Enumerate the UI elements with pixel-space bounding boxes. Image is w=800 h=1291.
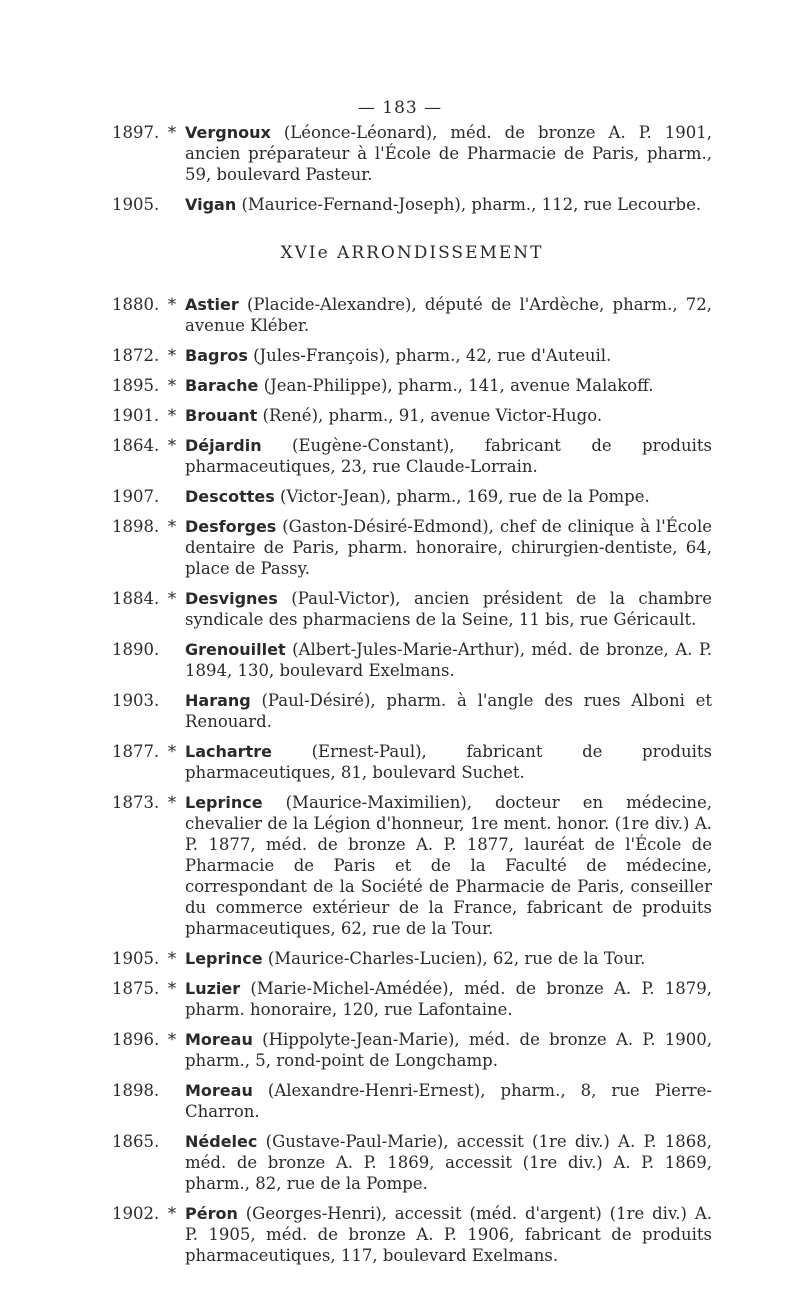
entry-text: (Maurice-Fernand-Joseph), pharm., 112, rue Lecourbe. (236, 195, 702, 214)
entry-body (185, 690, 712, 732)
list-item (112, 516, 712, 579)
entry-year: 1905. (112, 949, 160, 968)
entry-year: 1864. (112, 436, 160, 455)
entry-star: * (167, 979, 177, 998)
entry-star: * (167, 406, 177, 425)
entry-name: Lachartre (185, 742, 272, 761)
entry-year: 1890. (112, 640, 160, 659)
entry-text: (Paul-Victor), ancien président de la chambre syndicale des pharmaciens de la Seine, 11 bis, rue Géricault. (185, 589, 712, 629)
entry-star: * (167, 949, 177, 968)
list-item (112, 1029, 712, 1071)
entry-year: 1884. (112, 589, 160, 608)
entry-body (185, 486, 712, 507)
entry-text: (Maurice-Charles-Lucien), 62, rue de la Tour. (262, 949, 646, 968)
list-item (112, 435, 712, 477)
entry-text: (Gaston-Désiré-Edmond), chef de clinique à l'École dentaire de Paris, pharm. honoraire, chirurgien-dentiste, 64, place de Passy. (185, 517, 712, 578)
entry-star: * (167, 589, 177, 608)
entry-text: (Eugène-Constant), fabricant de produits pharmaceutiques, 23, rue Claude-Lorrain. (185, 436, 712, 476)
entry-year: 1903. (112, 691, 160, 710)
entry-body (185, 405, 712, 426)
entry-body (185, 588, 712, 630)
entry-text: (Placide-Alexandre), député de l'Ardèche, pharm., 72, avenue Kléber. (185, 295, 712, 335)
entry-text: (Gustave-Paul-Marie), accessit (1re div.) A. P. 1868, méd. de bronze A. P. 1869, accessit (1re div.) A. P. 1869, pharm., 82, rue de la Pompe. (185, 1132, 712, 1193)
entry-text: (Léonce-Léonard), méd. de bronze A. P. 1901, ancien préparateur à l'École de Pharmacie de Paris, pharm., 59, boulevard Pasteur. (185, 123, 712, 184)
entry-name: Moreau (185, 1081, 253, 1100)
list-item (112, 345, 712, 366)
entry-name: Péron (185, 1204, 238, 1223)
entry-body (185, 294, 712, 336)
list-item (112, 792, 712, 939)
entry-year: 1865. (112, 1132, 160, 1151)
entry-year: 1907. (112, 487, 160, 506)
entry-name: Descottes (185, 487, 275, 506)
entry-body (185, 375, 712, 396)
entry-name: Bagros (185, 346, 248, 365)
entry-body (185, 639, 712, 681)
entry-name: Vigan (185, 195, 237, 214)
entry-body (185, 516, 712, 579)
entry-text: (Victor-Jean), pharm., 169, rue de la Pompe. (274, 487, 650, 506)
entry-text: (Paul-Désiré), pharm. à l'angle des rues Alboni et Renouard. (185, 691, 712, 731)
entry-text: (Jules-François), pharm., 42, rue d'Auteuil. (247, 346, 612, 365)
list-item (112, 948, 712, 969)
entry-name: Desvignes (185, 589, 278, 608)
entry-text: (Hippolyte-Jean-Marie), méd. de bronze A. P. 1900, pharm., 5, rond-point de Longchamp. (185, 1030, 712, 1070)
entry-text: (Jean-Philippe), pharm., 141, avenue Malakoff. (258, 376, 654, 395)
entry-name: Brouant (185, 406, 258, 425)
entry-body (185, 194, 712, 215)
list-item (112, 1080, 712, 1122)
entry-name: Déjardin (185, 436, 262, 455)
entry-text: (Maurice-Maximilien), docteur en médecine, chevalier de la Légion d'honneur, 1re ment. honor. (1re div.) A. P. 1877, méd. de bronze A. P. 1877, lauréat de l'École de Pharmacie de Paris et de la Faculté de médecine, correspondant de la Société de Pharmacie de Paris, conseiller du commerce extérieur de la France, fabricant de produits pharmaceutiques, 62, rue de la Tour. (185, 793, 712, 938)
entry-year: 1896. (112, 1030, 160, 1049)
list-item (112, 588, 712, 630)
entry-star: * (167, 742, 177, 761)
entry-name: Harang (185, 691, 251, 710)
entry-star: * (167, 346, 177, 365)
entry-year: 1895. (112, 376, 160, 395)
section-heading: XVIe ARRONDISSEMENT (280, 243, 544, 263)
entry-name: Nédelec (185, 1132, 258, 1151)
entry-name: Vergnoux (185, 123, 271, 142)
entry-name: Desforges (185, 517, 277, 536)
list-item (112, 741, 712, 783)
entry-star: * (167, 793, 177, 812)
entry-text: (Marie-Michel-Amédée), méd. de bronze A. P. 1879, pharm. honoraire, 120, rue Lafontaine. (185, 979, 712, 1019)
entry-name: Luzier (185, 979, 241, 998)
entry-year: 1898. (112, 517, 160, 536)
entry-text: (Alexandre-Henri-Ernest), pharm., 8, rue Pierre-Charron. (185, 1081, 712, 1121)
entry-body (185, 1080, 712, 1122)
entry-text: (Georges-Henri), accessit (méd. d'argent) (1re div.) A. P. 1905, méd. de bronze A. P. 1906, fabricant de produits pharmaceutiques, 117, boulevard Exelmans. (185, 1204, 712, 1265)
list-item (112, 978, 712, 1020)
entries-list (112, 122, 712, 1275)
entry-body (185, 741, 712, 783)
entry-body (185, 435, 712, 477)
entry-body (185, 122, 712, 185)
entry-star: * (167, 1204, 177, 1223)
entry-year: 1872. (112, 346, 160, 365)
entry-name: Astier (185, 295, 239, 314)
entry-star: * (167, 1030, 177, 1049)
entry-body (185, 1131, 712, 1194)
list-item (112, 639, 712, 681)
section-entries (112, 294, 712, 1266)
entry-text: (René), pharm., 91, avenue Victor-Hugo. (257, 406, 603, 425)
list-item (112, 194, 712, 215)
entry-name: Leprince (185, 793, 263, 812)
entry-year: 1875. (112, 979, 160, 998)
entry-name: Grenouillet (185, 640, 286, 659)
list-item (112, 1131, 712, 1194)
entry-body (185, 1203, 712, 1266)
entry-year: 1877. (112, 742, 160, 761)
entry-star: * (167, 295, 177, 314)
entry-year: 1873. (112, 793, 160, 812)
list-item (112, 122, 712, 185)
entry-body (185, 1029, 712, 1071)
entry-year: 1901. (112, 406, 160, 425)
entry-year: 1897. (112, 123, 160, 142)
entry-star: * (167, 376, 177, 395)
list-item (112, 1203, 712, 1266)
entry-body (185, 948, 712, 969)
list-item (112, 375, 712, 396)
entry-text: (Albert-Jules-Marie-Arthur), méd. de bronze, A. P. 1894, 130, boulevard Exelmans. (185, 640, 712, 680)
entry-body (185, 345, 712, 366)
entry-year: 1902. (112, 1204, 160, 1223)
entry-name: Moreau (185, 1030, 253, 1049)
entry-year: 1898. (112, 1081, 160, 1100)
entry-star: * (167, 123, 177, 142)
entry-name: Leprince (185, 949, 263, 968)
entry-body (185, 792, 712, 939)
entry-year: 1880. (112, 295, 160, 314)
list-item (112, 294, 712, 336)
list-item (112, 486, 712, 507)
list-item (112, 690, 712, 732)
page-number: — 183 — (357, 98, 443, 118)
entry-text: (Ernest-Paul), fabricant de produits pharmaceutiques, 81, boulevard Suchet. (185, 742, 712, 782)
entry-body (185, 978, 712, 1020)
entry-star: * (167, 436, 177, 455)
list-item (112, 405, 712, 426)
entry-star: * (167, 517, 177, 536)
entry-name: Barache (185, 376, 259, 395)
entry-year: 1905. (112, 195, 160, 214)
